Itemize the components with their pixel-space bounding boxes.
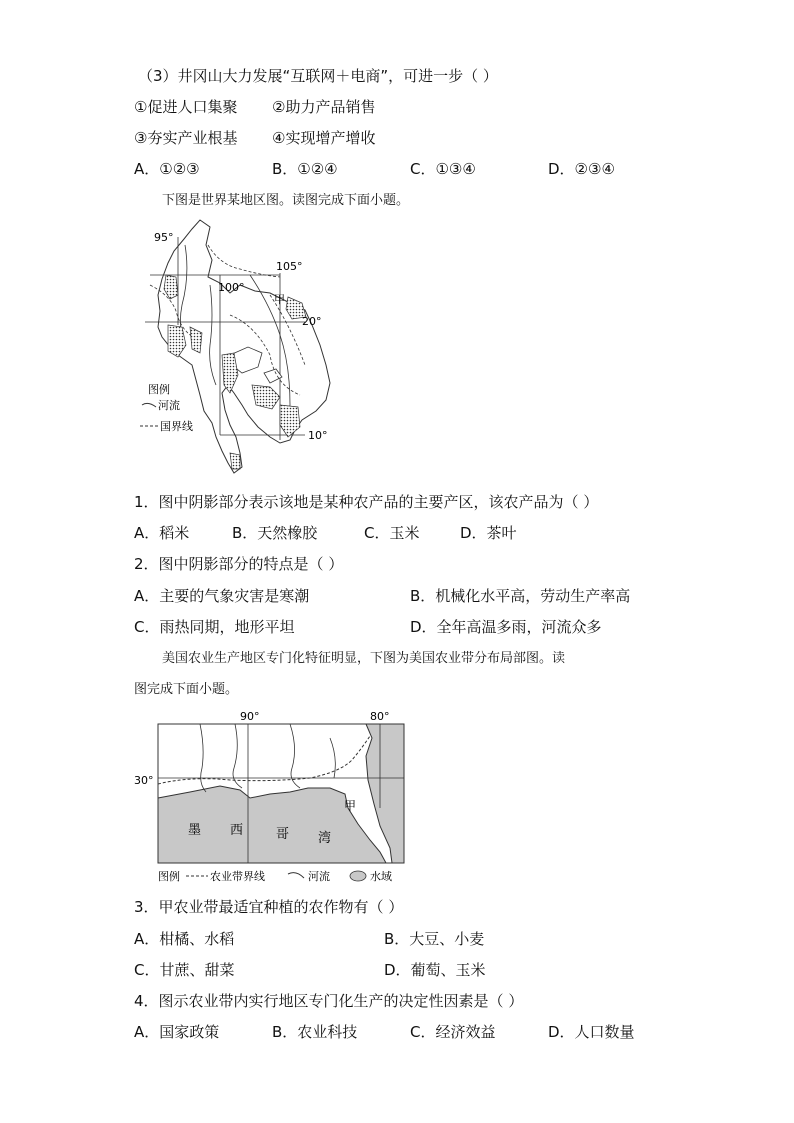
map1-legend-title: 图例	[148, 383, 170, 396]
statement-item: ①促进人口集聚	[134, 98, 238, 116]
map1-legend-river: 河流	[158, 399, 180, 412]
option-c: C．经济效益	[410, 1023, 496, 1041]
option-c: C．雨热同期，地形平坦	[134, 618, 295, 636]
map2-legend-river-icon	[288, 873, 304, 878]
map2-lat-30: 30°	[134, 774, 154, 787]
statement-item: ③夯实产业根基	[134, 129, 238, 147]
intro-map2-line1: 美国农业生产地区专门化特征明显，下图为美国农业带分布局部图。读	[162, 651, 566, 666]
intro-map2-line2: 图完成下面小题。	[134, 682, 239, 697]
option-a: A．国家政策	[134, 1023, 220, 1041]
option-b: B．农业科技	[272, 1023, 358, 1041]
map2-legend-water: 水域	[370, 870, 392, 883]
intro-map1: 下图是世界某地区图。读图完成下面小题。	[162, 193, 410, 208]
map1-legend-river-icon	[142, 403, 156, 407]
map1-lat-20: 20°	[302, 315, 322, 328]
option-d: D．葡萄、玉米	[384, 961, 486, 979]
option-c: C．①③④	[410, 160, 476, 178]
option-d: D．茶叶	[460, 524, 517, 542]
map2-legend-river: 河流	[308, 870, 330, 883]
option-b: B．机械化水平高，劳动生产率高	[410, 587, 631, 605]
option-a: A．稻米	[134, 524, 190, 542]
option-a: A．柑橘、水稻	[134, 930, 235, 948]
option-d: D．全年高温多雨，河流众多	[410, 618, 602, 636]
map1-legend-border: 国界线	[160, 420, 193, 433]
map2-legend-water-icon	[350, 871, 366, 881]
statement-item: ④实现增产增收	[272, 129, 376, 147]
question-3b-stem: 3．甲农业带最适宜种植的农作物有（ ）	[134, 898, 404, 916]
map2-gulf-char: 哥	[276, 827, 290, 842]
map2-place-jia: 甲	[344, 799, 357, 813]
map1-place-jia: 甲	[274, 293, 285, 306]
map2-rivers	[200, 724, 335, 792]
map2-gulf-char: 西	[230, 823, 244, 838]
map1-lake	[264, 369, 282, 383]
map2-belt-boundary	[158, 736, 370, 784]
map2-gulf-char: 湾	[318, 831, 332, 846]
map-us-gulf	[130, 708, 410, 886]
map1-lon-105: 105°	[276, 260, 303, 273]
question-3-stem: （3）井冈山大力发展“互联网＋电商”，可进一步（ ）	[138, 67, 498, 85]
map2-gulf-char: 墨	[188, 823, 202, 838]
option-d: D．②③④	[548, 160, 615, 178]
map2-lon-90: 90°	[240, 710, 260, 723]
statement-item: ②助力产品销售	[272, 98, 376, 116]
option-b: B．天然橡胶	[232, 524, 318, 542]
option-c: C．玉米	[364, 524, 420, 542]
map2-legend-belt: 农业带界线	[210, 870, 265, 883]
option-b: B．①②④	[272, 160, 338, 178]
option-d: D．人口数量	[548, 1023, 635, 1041]
map1-lat-10: 10°	[308, 429, 328, 442]
option-c: C．甘蔗、甜菜	[134, 961, 235, 979]
option-a: A．主要的气象灾害是寒潮	[134, 587, 310, 605]
question-2-stem: 2．图中阴影部分的特点是（ ）	[134, 555, 344, 573]
map-southeast-asia	[130, 215, 350, 480]
question-4-stem: 4．图示农业带内实行地区专门化生产的决定性因素是（ ）	[134, 992, 524, 1010]
option-b: B．大豆、小麦	[384, 930, 485, 948]
map2-lon-80: 80°	[370, 710, 390, 723]
map1-lon-100: 100°	[218, 281, 245, 294]
map2-legend-title: 图例	[158, 870, 180, 883]
question-1-stem: 1．图中阴影部分表示该地是某种农产品的主要产区，该农产品为（ ）	[134, 493, 599, 511]
option-a: A．①②③	[134, 160, 200, 178]
map1-lon-95: 95°	[154, 231, 174, 244]
